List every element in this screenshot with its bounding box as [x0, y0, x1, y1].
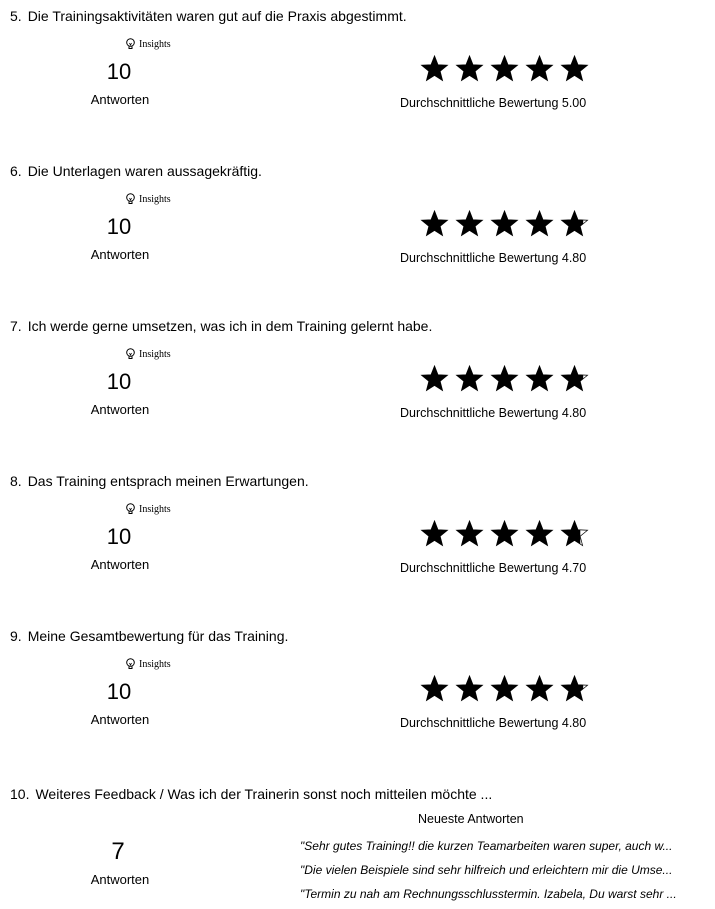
insights-link[interactable] [125, 193, 171, 205]
lightbulb-icon [125, 658, 136, 670]
star-icon [525, 209, 554, 238]
question-text: Ich werde gerne umsetzen, was ich in dem Training gelernt habe. [27, 318, 433, 334]
star-icon [490, 364, 519, 393]
response-count: 10 [106, 524, 132, 549]
star-icon [420, 54, 449, 83]
lightbulb-icon [125, 193, 136, 205]
star-icon [560, 674, 589, 703]
response-count: 7 [111, 838, 125, 865]
insights-label: Insights [139, 38, 171, 50]
question-text: Die Unterlagen waren aussagekräftig. [27, 163, 262, 179]
average-rating: Durchschnittliche Bewertung 4.80 [400, 251, 587, 265]
insights-link[interactable] [125, 503, 171, 515]
star-icon [490, 519, 519, 548]
question-5 [0, 0, 715, 150]
response-count: 10 [106, 369, 132, 394]
star-icon [525, 674, 554, 703]
response-count-label: Antworten [90, 872, 150, 887]
lightbulb-icon [125, 348, 136, 360]
latest-answer-item[interactable]: "Sehr gutes Training!! die kurzen Teamarbeiten waren super, auch w... [300, 839, 673, 853]
star-rating [420, 209, 589, 238]
star-icon [525, 364, 554, 393]
response-count-label: Antworten [90, 247, 150, 262]
star-icon [560, 54, 589, 83]
question-title [10, 786, 492, 802]
latest-answers-heading: Neueste Antworten [418, 812, 524, 826]
question-8 [0, 465, 715, 615]
insights-label: Insights [139, 503, 171, 515]
insights-label: Insights [139, 658, 171, 670]
question-text: Weiteres Feedback / Was ich der Trainerin sonst noch mitteilen möchte ... [35, 786, 493, 802]
star-icon [455, 674, 484, 703]
response-count: 10 [106, 59, 132, 84]
insights-link[interactable] [125, 658, 171, 670]
question-number: 6. [10, 163, 22, 179]
star-rating [420, 364, 589, 393]
star-icon [420, 364, 449, 393]
question-number: 9. [10, 628, 22, 644]
star-icon [420, 209, 449, 238]
average-rating: Durchschnittliche Bewertung 4.70 [400, 561, 587, 575]
response-count-label: Antworten [90, 712, 150, 727]
response-count-label: Antworten [90, 402, 150, 417]
question-title [10, 318, 432, 334]
insights-label: Insights [139, 348, 171, 360]
question-title [10, 473, 309, 489]
star-rating [420, 674, 589, 703]
star-icon [525, 519, 554, 548]
average-rating: Durchschnittliche Bewertung 4.80 [400, 406, 587, 420]
latest-answers-list [300, 834, 712, 906]
latest-answer-item[interactable]: "Termin zu nah am Rechnungsschlusstermin. Izabela, Du warst sehr ... [300, 887, 677, 901]
star-icon [455, 364, 484, 393]
question-number: 8. [10, 473, 22, 489]
question-7 [0, 310, 715, 460]
response-count: 10 [106, 214, 132, 239]
question-number: 10. [10, 786, 30, 802]
question-text: Das Training entsprach meinen Erwartungen. [27, 473, 309, 489]
question-number: 5. [10, 8, 22, 24]
question-text: Meine Gesamtbewertung für das Training. [27, 628, 289, 644]
question-6 [0, 155, 715, 305]
question-title [10, 8, 407, 24]
average-rating: Durchschnittliche Bewertung 4.80 [400, 716, 587, 730]
star-icon [560, 209, 589, 238]
star-icon [455, 519, 484, 548]
question-title [10, 163, 262, 179]
insights-label: Insights [139, 193, 171, 205]
response-count: 10 [106, 679, 132, 704]
question-10 [0, 776, 715, 909]
star-icon [420, 519, 449, 548]
star-icon [560, 519, 589, 548]
star-rating [420, 519, 589, 548]
star-icon [455, 209, 484, 238]
star-icon [490, 54, 519, 83]
star-icon [560, 364, 589, 393]
question-text: Die Trainingsaktivitäten waren gut auf die Praxis abgestimmt. [27, 8, 407, 24]
lightbulb-icon [125, 503, 136, 515]
question-number: 7. [10, 318, 22, 334]
star-icon [455, 54, 484, 83]
insights-link[interactable] [125, 38, 171, 50]
response-count-label: Antworten [90, 92, 150, 107]
question-title [10, 628, 288, 644]
star-icon [525, 54, 554, 83]
average-rating: Durchschnittliche Bewertung 5.00 [400, 96, 587, 110]
response-count-label: Antworten [90, 557, 150, 572]
star-rating [420, 54, 589, 83]
latest-answer-item[interactable]: "Die vielen Beispiele sind sehr hilfreich und erleichtern mir die Umse... [300, 863, 673, 877]
star-icon [490, 674, 519, 703]
insights-link[interactable] [125, 348, 171, 360]
lightbulb-icon [125, 38, 136, 50]
question-9 [0, 620, 715, 770]
star-icon [420, 674, 449, 703]
star-icon [490, 209, 519, 238]
